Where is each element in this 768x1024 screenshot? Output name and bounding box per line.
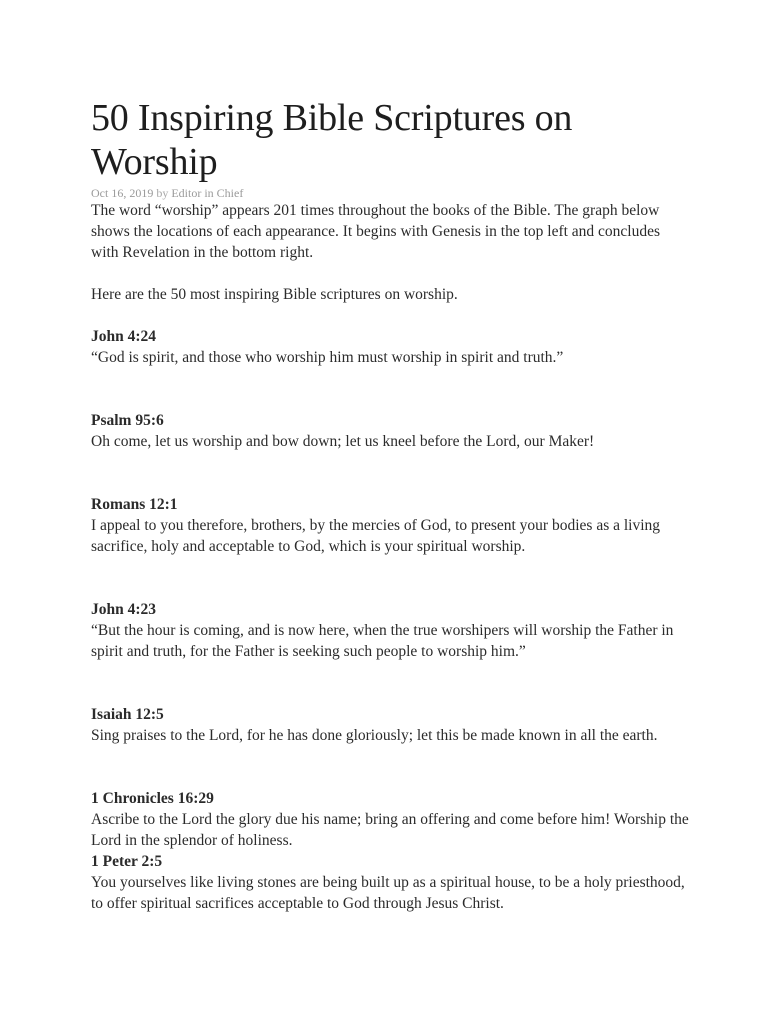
verse-item	[91, 410, 691, 452]
verse-reference: John 4:24	[91, 328, 157, 345]
verse-reference: 1 Peter 2:5	[91, 853, 163, 870]
verse-text: I appeal to you therefore, brothers, by the mercies of God, to present your bodies as a living sacrifice, holy and acceptable to God, which is your spiritual worship.	[91, 517, 661, 555]
verse-text: Oh come, let us worship and bow down; let us kneel before the Lord, our Maker!	[91, 433, 595, 450]
verse-text: Ascribe to the Lord the glory due his name; bring an offering and come before him! Worship the Lord in the splendor of holiness.	[91, 811, 689, 849]
verse-list	[91, 326, 691, 914]
post-date[interactable]: Oct 16, 2019	[91, 186, 154, 200]
verse-text: Sing praises to the Lord, for he has done gloriously; let this be made known in all the earth.	[91, 727, 658, 744]
verse-reference: John 4:23	[91, 601, 157, 618]
verse-item	[91, 788, 691, 851]
verse-item	[91, 704, 691, 746]
article-meta	[91, 186, 691, 200]
verse-item	[91, 599, 691, 662]
by-label: by	[156, 186, 169, 200]
verse-item	[91, 851, 691, 914]
author-link[interactable]: Editor in Chief	[171, 186, 244, 200]
page-title: 50 Inspiring Bible Scriptures on Worship	[91, 97, 573, 183]
verse-item	[91, 494, 691, 557]
verse-reference: Romans 12:1	[91, 496, 178, 513]
verse-reference: Psalm 95:6	[91, 412, 164, 429]
article	[91, 96, 691, 914]
verse-reference: 1 Chronicles 16:29	[91, 790, 214, 807]
verse-text: “God is spirit, and those who worship him must worship in spirit and truth.”	[91, 349, 564, 366]
verse-text: You yourselves like living stones are being built up as a spiritual house, to be a holy priesthood, to offer spiritual sacrifices acceptable to God through Jesus Christ.	[91, 874, 685, 912]
verse-text: “But the hour is coming, and is now here, when the true worshipers will worship the Father in spirit and truth, for the Father is seeking such people to worship him.”	[91, 622, 674, 660]
verse-reference: Isaiah 12:5	[91, 706, 164, 723]
intro-paragraph: The word “worship” appears 201 times throughout the books of the Bible. The graph below shows the locations of each appearance. It begins with Genesis in the top left and concludes with Revelation in the bottom right.	[91, 202, 661, 261]
intro-paragraph-2: Here are the 50 most inspiring Bible scriptures on worship.	[91, 286, 458, 303]
verse-item	[91, 326, 691, 368]
